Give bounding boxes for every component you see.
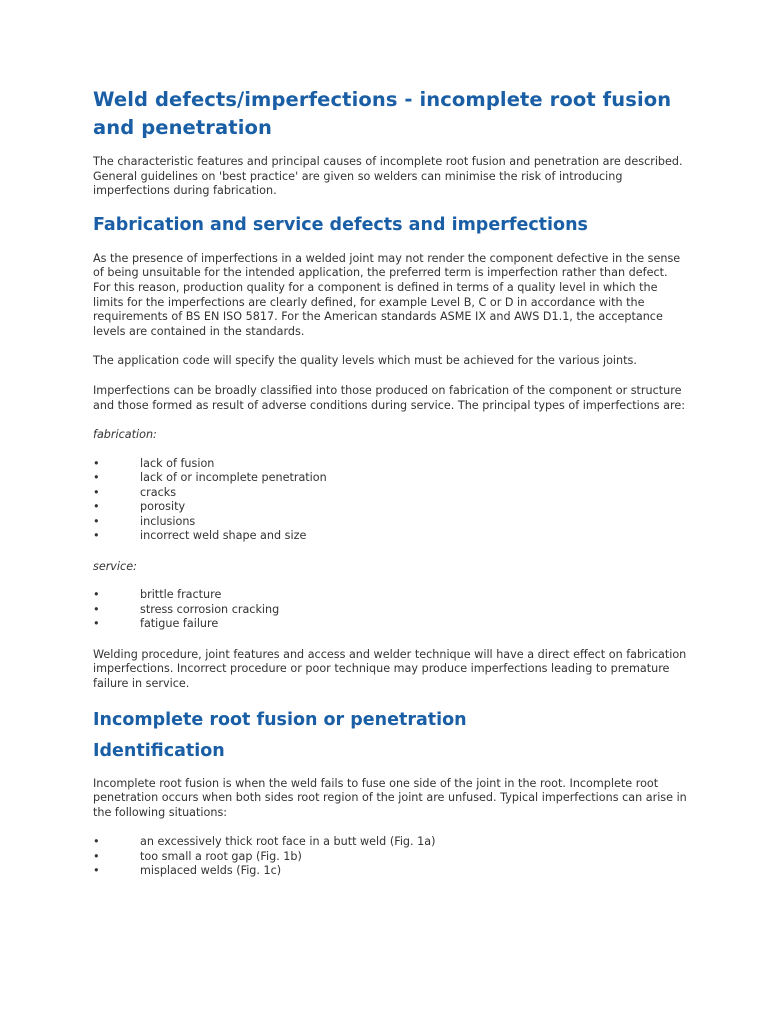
list-item: • incorrect weld shape and size — [93, 529, 307, 543]
bullet-icon: • — [93, 835, 100, 849]
welding-procedure-paragraph: Welding procedure, joint features and access and welder technique will have a direct effect on fabrication imperfections. Incorrect procedure or poor technique may produce imperfections leading to premature failure in service. — [93, 647, 687, 690]
bullet-icon: • — [93, 602, 100, 616]
intro-paragraph: The characteristic features and principal causes of incomplete root fusion and penetration are described. General guidelines on 'best practice' are given so welders can minimise the risk of introducing imperfections during fabrication. — [93, 155, 683, 198]
list-item: • too small a root gap (Fig. 1b) — [93, 849, 302, 863]
service-label: service: — [93, 559, 137, 573]
classification-paragraph: Imperfections can be broadly classified into those produced on fabrication of the component or structure and those formed as result of adverse conditions during service. The principal types of imperfections are: — [93, 383, 685, 412]
subheading-identification: Identification — [93, 740, 225, 761]
imperfection-definition-paragraph: As the presence of imperfections in a welded joint may not render the component defective in the sense of being unsuitable for the intended application, the preferred term is imperfection rather than defect. For this reason, production quality for a component is defined in terms of a quality level in which the limits for the imperfections are clearly defined, for example Level B, C or D in accordance with the requirements of BS EN ISO 5817. For the American standards ASME IX and AWS D1.1, the acceptance levels are contained in the standards. — [93, 251, 681, 338]
bullet-icon: • — [93, 588, 100, 602]
list-item: • stress corrosion cracking — [93, 602, 280, 616]
list-item: • inclusions — [93, 514, 196, 528]
list-item: • cracks — [93, 485, 177, 499]
list-item: • an excessively thick root face in a butt weld (Fig. 1a) — [93, 835, 436, 849]
bullet-icon: • — [93, 456, 100, 470]
list-item: • porosity — [93, 500, 186, 514]
bullet-icon: • — [93, 471, 100, 485]
section-heading-incomplete-root: Incomplete root fusion or penetration — [93, 709, 467, 730]
situations-list — [93, 835, 688, 879]
list-item: • misplaced welds (Fig. 1c) — [93, 864, 282, 878]
list-item: • fatigue failure — [93, 617, 219, 631]
section-heading-fabrication-service: Fabrication and service defects and imperfections — [93, 214, 588, 235]
fabrication-label: fabrication: — [93, 428, 157, 442]
bullet-icon: • — [93, 514, 100, 528]
list-item: • lack of fusion — [93, 456, 215, 470]
bullet-icon: • — [93, 529, 100, 543]
list-item: • lack of or incomplete penetration — [93, 471, 327, 485]
bullet-icon: • — [93, 500, 100, 514]
application-code-paragraph: The application code will specify the quality levels which must be achieved for the various joints. — [93, 354, 637, 368]
page-title: Weld defects/imperfections - incomplete root fusion and penetration — [93, 88, 672, 139]
bullet-icon: • — [93, 485, 100, 499]
bullet-icon: • — [93, 617, 100, 631]
list-item: • brittle fracture — [93, 588, 222, 602]
service-list — [93, 588, 688, 632]
identification-paragraph: Incomplete root fusion is when the weld fails to fuse one side of the joint in the root. Incomplete root penetration occurs when both sides root region of the joint are unfused. Typical imperfections can arise in the following situations: — [93, 776, 687, 819]
bullet-icon: • — [93, 864, 100, 878]
bullet-icon: • — [93, 849, 100, 863]
fabrication-list — [93, 457, 688, 544]
